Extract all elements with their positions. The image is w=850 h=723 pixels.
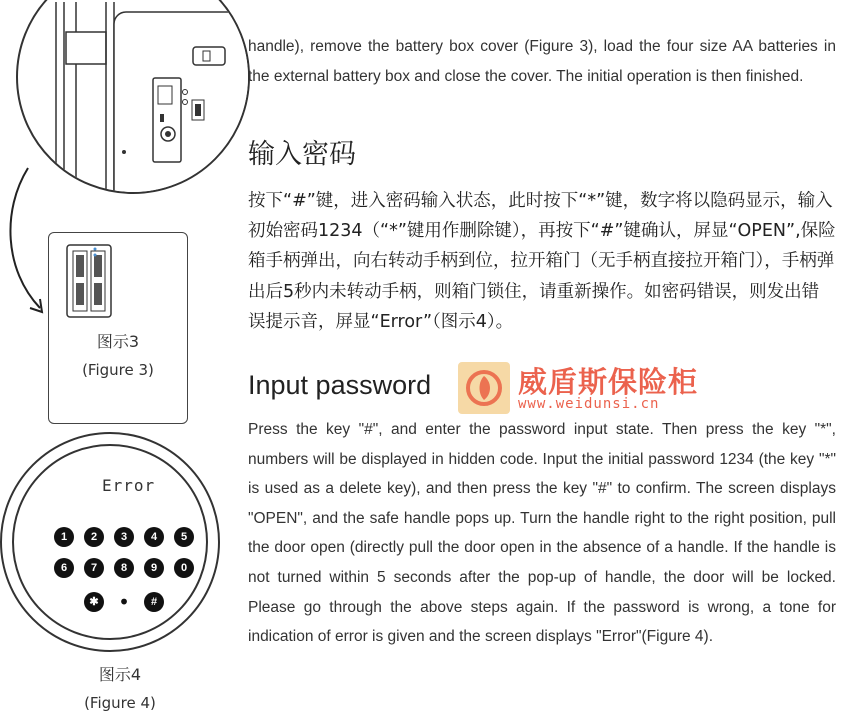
paragraph-cn: 按下“#”键，进入密码输入状态，此时按下“*”键，数字将以隐码显示，输入初始密码1234（“*”键用作删除键），再按下“#”键确认，屏显“OPEN”,保险箱手柄弹出，向右转动手柄到位，拉开箱门（无手柄直接拉开箱门），手柄弹出后5秒内未转动手柄，则箱门锁住，请重新操作。如密码错误，则发出错误提示音，屏显“Error”（图示4）。: [248, 191, 836, 332]
key-4: 4: [144, 527, 164, 547]
key-5: 5: [174, 527, 194, 547]
key-7: 7: [84, 558, 104, 578]
paragraph-battery-instructions: handle), remove the battery box cover (Figure 3), load the four size AA batteries in the external battery box and close the cover. The initial operation is then finished.: [248, 38, 836, 85]
key-3: 3: [114, 527, 134, 547]
key-0: 0: [174, 558, 194, 578]
key-dot: •: [118, 590, 130, 614]
watermark-logo-icon: [458, 362, 510, 414]
key-9: 9: [144, 558, 164, 578]
key-2: 2: [84, 527, 104, 547]
figure3-label-en: (Figure 3): [82, 361, 154, 379]
heading-cn: 输入密码: [248, 139, 356, 170]
watermark: [458, 360, 726, 416]
key-hash: #: [144, 592, 164, 612]
figure4-label-cn: 图示4: [98, 665, 142, 684]
heading-en: Input password: [248, 370, 432, 400]
figure3-label-cn: 图示3: [96, 332, 140, 351]
watermark-brand-cn: 威盾斯保险柜: [518, 365, 699, 399]
paragraph-en: Press the key "#", and enter the password input state. Then press the key "*", numbers will be displayed in hidden code. Input the initial password 1234 (the key "*" is used as a delete key), and then press the key "#" to confirm. The screen displays "OPEN", and the safe handle pops up. Turn the handle right to the right position, pull the door open (directly pull the door open in the absence of a handle. If the handle is not turned within 5 seconds after the pop-up of handle, the door will be locked. Please go through the above steps again. If the password is wrong, a tone for indication of error is given and the screen displays "Error"(Figure 4).: [248, 421, 836, 646]
battery-box-panel: [48, 232, 188, 424]
watermark-url: www.weidunsi.cn: [518, 396, 660, 412]
key-1: 1: [54, 527, 74, 547]
key-6: 6: [54, 558, 74, 578]
keypad-display-error: Error: [102, 476, 156, 495]
key-star: ✱: [84, 592, 104, 612]
key-8: 8: [114, 558, 134, 578]
battery-box-illustration: [49, 233, 187, 333]
illustration-column: [0, 0, 230, 723]
figure4-label-en: (Figure 4): [84, 694, 156, 712]
